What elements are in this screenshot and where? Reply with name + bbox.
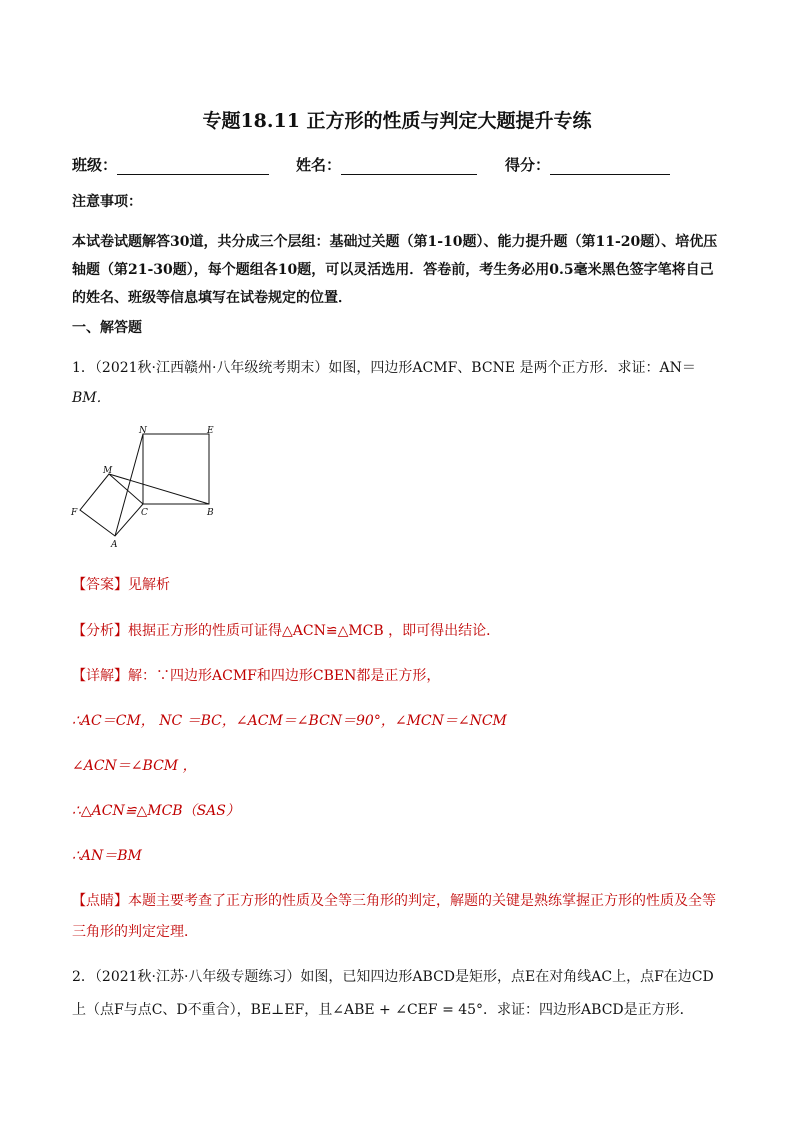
answer-tag: 【答案】 (72, 577, 128, 593)
score-label: 得分： (505, 156, 551, 174)
label-m: M (103, 466, 113, 476)
q1-text-line1: 1．（2021秋·江西赣州·八年级统考期末）如图，四边形ACMF、BCNE 是两个正方形．求证：AN＝ (72, 360, 696, 376)
detail-tag: 【详解】 (72, 668, 128, 684)
class-label: 班级： (72, 156, 118, 174)
q1-step4: ∴AN＝BM (72, 848, 142, 864)
q1-detail (72, 662, 440, 690)
name-label: 姓名： (296, 156, 342, 174)
page-title: 专题18.11 正方形的性质与判定大题提升专练 (202, 110, 592, 132)
section-heading: 一、解答题 (72, 320, 142, 336)
comment-line1: 本题主要考查了正方形的性质及全等三角形的判定，解题的关键是熟练掌握正方形的性质及全等 (128, 893, 716, 909)
detail-text: 解：∵四边形ACMF和四边形CBEN都是正方形， (128, 668, 441, 684)
notes-heading: 注意事项： (72, 194, 142, 210)
label-b: B (207, 508, 214, 518)
q1-answer (72, 571, 170, 599)
q2-text-line2: 上（点F与点C、D不重合），BE⊥EF，且∠ABE + ∠CEF = 45°．求证：四边形ABCD是正方形． (72, 1002, 694, 1018)
q1-comment-line2: 三角形的判定定理． (72, 924, 198, 940)
q1-figure (68, 424, 228, 554)
class-blank[interactable] (117, 160, 269, 175)
label-a: A (111, 540, 118, 550)
analysis-tag: 【分析】 (72, 623, 128, 639)
label-n: N (139, 426, 147, 436)
name-field (296, 154, 477, 175)
square-bcne (143, 434, 209, 504)
score-blank[interactable] (550, 160, 670, 175)
label-f: F (71, 508, 78, 518)
q1-step1: ∴AC＝CM， NC ＝BC，∠ACM＝∠BCN＝90°，∠MCN＝∠NCM (72, 713, 507, 729)
q1-step3: ∴△ACN≌△MCB（SAS） (72, 803, 240, 819)
class-field (72, 154, 269, 175)
notes-body: 本试卷试题解答30道，共分成三个层组：基础过关题（第1-10题）、能力提升题（第11-20题）、培优压轴题（第21-30题），每个题组各10题，可以灵活选用．答卷前，考生务必用0.5毫米黑色签字笔将自己的姓名、班级等信息填写在试卷规定的位置． (72, 234, 718, 306)
answer-text: 见解析 (128, 577, 170, 593)
comment-tag: 【点睛】 (72, 893, 128, 909)
segment-bm (109, 474, 209, 504)
label-c: C (141, 508, 148, 518)
q1-text-line2: BM． (72, 390, 111, 406)
q1-step2: ∠ACN＝∠BCM ， (72, 758, 197, 774)
q1-comment (72, 887, 716, 915)
q2-text-line1: 2．（2021秋·江苏·八年级专题练习）如图，已知四边形ABCD是矩形，点E在对角线AC上，点F在边CD (72, 969, 714, 985)
q1-analysis (72, 617, 500, 645)
label-e: E (207, 426, 214, 436)
score-field (505, 154, 670, 175)
name-blank[interactable] (341, 160, 477, 175)
square-acmf (80, 474, 143, 536)
analysis-text: 根据正方形的性质可证得△ACN≌△MCB ，即可得出结论． (128, 623, 501, 639)
